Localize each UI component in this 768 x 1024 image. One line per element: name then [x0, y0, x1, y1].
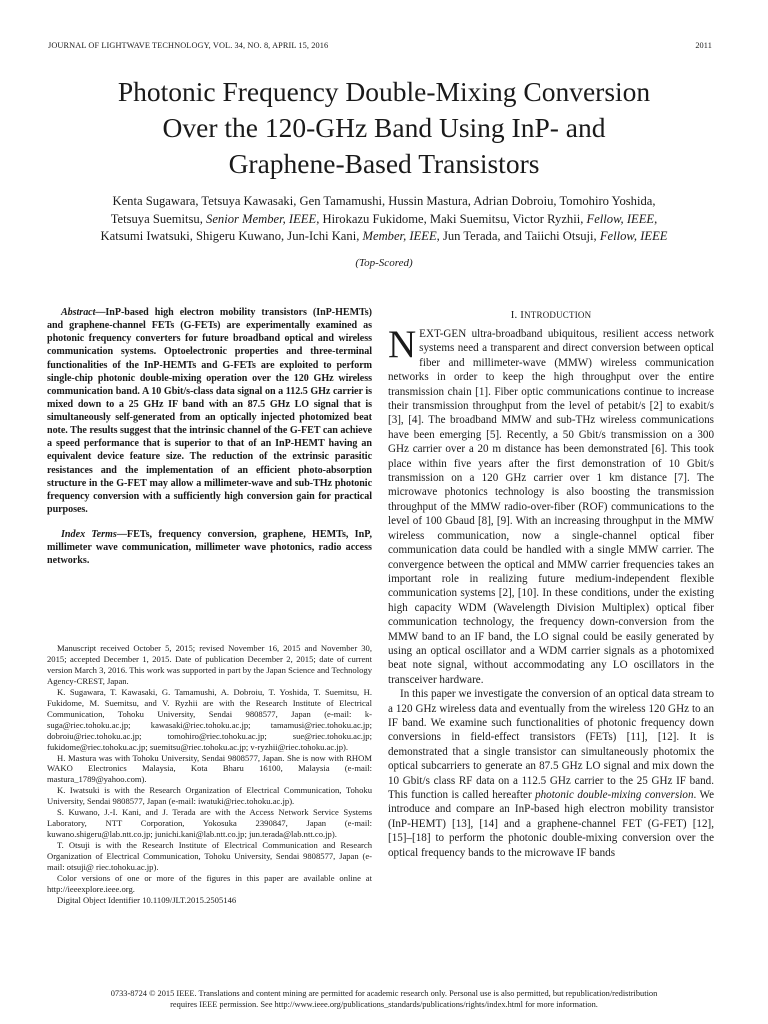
author-list [40, 193, 728, 246]
author-membership: Member, IEEE [362, 229, 437, 244]
author-line [40, 193, 728, 211]
author-membership: Fellow, IEEE [586, 211, 655, 226]
abstract-lead: Abstract [61, 307, 96, 318]
author-text: Tetsuya Suemitsu, [110, 211, 207, 226]
section-title-initial: I [520, 309, 525, 321]
author-membership: Fellow, IEEE [599, 229, 668, 244]
author-membership: Senior Member, IEEE [206, 211, 317, 226]
journal-citation: JOURNAL OF LIGHTWAVE TECHNOLOGY, VOL. 34, NO. 8, APRIL 15, 2016 [48, 41, 329, 50]
drop-cap: N [388, 323, 417, 366]
title-line: Photonic Frequency Double-Mixing Conversion [117, 76, 651, 107]
intro-text: EXT-GEN ultra-broadband ubiquitous, resilient access network systems need a transparent and direct conversion between optical fiber and millimeter-wave (MMW) wireless communication networks in order to keep the high throughput over the entire transmission chain [1]. Fiber optic communications continue to increase their transmission throughput from the level of petabit/s [2] to exabit/s [3], [4]. The broadband MMW and sub-THz wireless communications have been emerging [5]. Recently, a 50 Gbit/s transmission on a 300 GHz carrier over a 20 m distance has been demonstrated [6]. This took place within five years after the first demonstration of 10 Gbit/s transmission on a 120 GHz carrier over 1 km distance [7]. The microwave photonics technology is also boosting the transmission throughput of the MMW radio-over-fiber (ROF) communications to the level of 100 Gbaud [8], [9]. With an increasing throughput in the MMW wireless communication, now a single-channel optical fiber communication data could be handled with a single MMW carrier. The convergence between the optical and MMW carrier frequencies takes an important role in realizing future medium-independent flexible communication systems [2], [10]. In these conditions, under the existing high capacity WDM (Wavelength Division Multiplex) optical fiber communication technology, the frequency down-conversion from the MMW band to an IF band, the LO signal could be easily generated by using an optical oscillator and a WDM carrier signals as a photomixed beat note signal, without accommodating any LO oscillators in the transceiver hardware. [388, 328, 714, 686]
author-text: , Jun Terada, and Taiichi Otsuji, [436, 229, 600, 244]
footnote: S. Kuwano, J.-I. Kani, and J. Terada are with the Access Network Service Systems Laboratory, NTT Corporation, Yokosuka 2390847, Japan (e-mail: kuwano.shigeru@lab.ntt.co.jp; junichi.kani@lab.ntt.co.jp; jun.terada@lab.ntt.co.jp). [47, 807, 372, 840]
author-text: Kenta Sugawara, Tetsuya Kawasaki, Gen Tamamushi, Hussin Mastura, Adrian Dobroiu, Tomohiro Yoshida, [112, 194, 656, 208]
author-line [40, 228, 728, 246]
section-heading [388, 309, 714, 321]
abstract [47, 306, 372, 516]
intro-text: . We introduce and compare an InP-based high electron mobility transistor (InP-HEMT) [13], [14] and a graphene-channel FET (G-FET) [12], [15]–[18] to perform the photonic double-mixing conversion over the optical frequency bands to the microwave IF bands [388, 789, 714, 859]
abstract-text: —InP-based high electron mobility transistors (InP-HEMTs) and graphene-channel FETs (G-FETs) are experimentally examined as photonic frequency converters for future broadband optical and wireless communication systems. Optoelectronic properties and three-terminal functionalities of the InP-HEMTs and G-FETs are exploited to perform single-chip photonic double-mixing operation over the 120 GHz wireless communication band. A 10 Gbit/s-class data signal on a 112.5 GHz carrier is mixed down to a 25 GHz IF band with an 87.5 GHz LO signal that is simultaneously self-generated from an optically injected photomized beat note. The results suggest that the intrinsic channel of the G-FET can achieve a speed performance that is superior to that of an InP-HEMT having an equivalent device feature size. The reduction of the extrinsic parasitic resistances and the implementation of an efficient photo-absorption structure in the G-FET may allow a millimeter-wave and sub-THz photonic frequency conversion with a sufficiently high conversion gain for practical purposes. [47, 307, 372, 515]
footnote: T. Otsuji is with the Research Institute of Electrical Communication and Research Organization of Electrical Communication, Tohoku University, Sendai 9808577, Japan (e-mail: otsuji@ riec.tohoku.ac.jp). [47, 840, 372, 873]
intro-emphasis: photonic double-mixing conversion [535, 789, 694, 801]
footnotes [47, 643, 372, 906]
copyright-line: requires IEEE permission. See http://www.ieee.org/publications_standards/publications/rights/index.html for more information. [170, 999, 598, 1009]
intro-text: In this paper we investigate the conversion of an optical data stream to a 120 GHz wireless data and eventually from the wireless 120 GHz to an IF band. We examine such functionalities of photonic frequency down conversions in field-effect transistors (FETs) [11], [12]. It is demonstrated that a single transistor can simultaneously photomix the optical subcarriers to generate an 87.5 GHz LO signal and mix down the 10 Gbit/s class RF data on a 112.5 GHz carrier to the 25 GHz IF band. This function is called hereafter [388, 688, 714, 801]
paper-title [40, 74, 728, 182]
index-terms-lead: Index Terms [61, 529, 117, 540]
footnote: Digital Object Identifier 10.1109/JLT.2015.2505146 [57, 894, 237, 905]
running-header [48, 41, 712, 53]
author-text: , Hirokazu Fukidome, Maki Suemitsu, Victor Ryzhii, [316, 211, 587, 226]
footnote: Manuscript received October 5, 2015; revised November 16, 2015 and November 30, 2015; accepted December 1, 2015. Date of publication December 2, 2015; date of current version March 3, 2016. This work was supported in part by the Japan Science and Technology Agency-CREST, Japan. [47, 643, 372, 686]
author-text: Katsumi Iwatsuki, Shigeru Kuwano, Jun-Ichi Kani, [100, 229, 363, 244]
section-number: I. [510, 309, 521, 321]
top-scored-note: (Top-Scored) [355, 257, 413, 269]
right-column [388, 309, 714, 860]
author-text: , [654, 211, 658, 226]
title-line: Over the 120-GHz Band Using InP- and [162, 112, 606, 143]
copyright-line: 0733-8724 © 2015 IEEE. Translations and content mining are permitted for academic research only. Personal use is also permitted, but republication/redistribution [110, 989, 658, 998]
footnote: H. Mastura was with Tohoku University, Sendai 9808577, Japan. She is now with RHOM WAKO Electronics Malaysia, Kota Bharu 16100, Malaysia (e-mail: mastura_1789@yahoo.com). [47, 752, 372, 785]
title-line: Graphene-Based Transistors [228, 148, 540, 179]
left-column [47, 306, 372, 567]
page-number: 2011 [695, 41, 712, 50]
author-line [40, 211, 728, 229]
index-terms-text: —FETs, frequency conversion, graphene, HEMTs, InP, millimeter wave communication, millimeter wave photonics, radio access networks. [47, 529, 372, 567]
intro-paragraph-2 [388, 687, 714, 860]
intro-paragraph-1 [388, 323, 714, 687]
section-title-rest: NTRODUCTION [524, 310, 592, 320]
footnote: K. Iwatsuki is with the Research Organization of Electrical Communication, Tohoku University, Sendai 9808577, Japan (e-mail: iwatuki@riec.tohoku.ac.jp). [47, 785, 372, 807]
footnote: Color versions of one or more of the figures in this paper are available online at http://ieeexplore.ieee.org. [47, 873, 372, 894]
copyright-notice [40, 989, 728, 1011]
index-terms [47, 528, 372, 567]
footnote: K. Sugawara, T. Kawasaki, G. Tamamushi, A. Dobroiu, T. Yoshida, T. Suemitsu, H. Fukidome, M. Suemitsu, and V. Ryzhii are with the Research Institute of Electrical Communication, Tohoku University, Sendai 9808577, Japan (e-mail: k-suga@riec.tohoku.ac.jp; kawasaki@riec.tohoku.ac.jp; tamamusi@riec.tohoku.ac.jp; dobroiu@riec.tohoku.ac.jp; tomohiro@riec.tohoku.ac.jp; sue@riec.tohoku.ac.jp; fukidome@riec.tohoku.ac.jp; suemitsu@riec.tohoku.ac.jp; v-ryzhii@riec.tohoku.ac.jp). [47, 686, 372, 752]
